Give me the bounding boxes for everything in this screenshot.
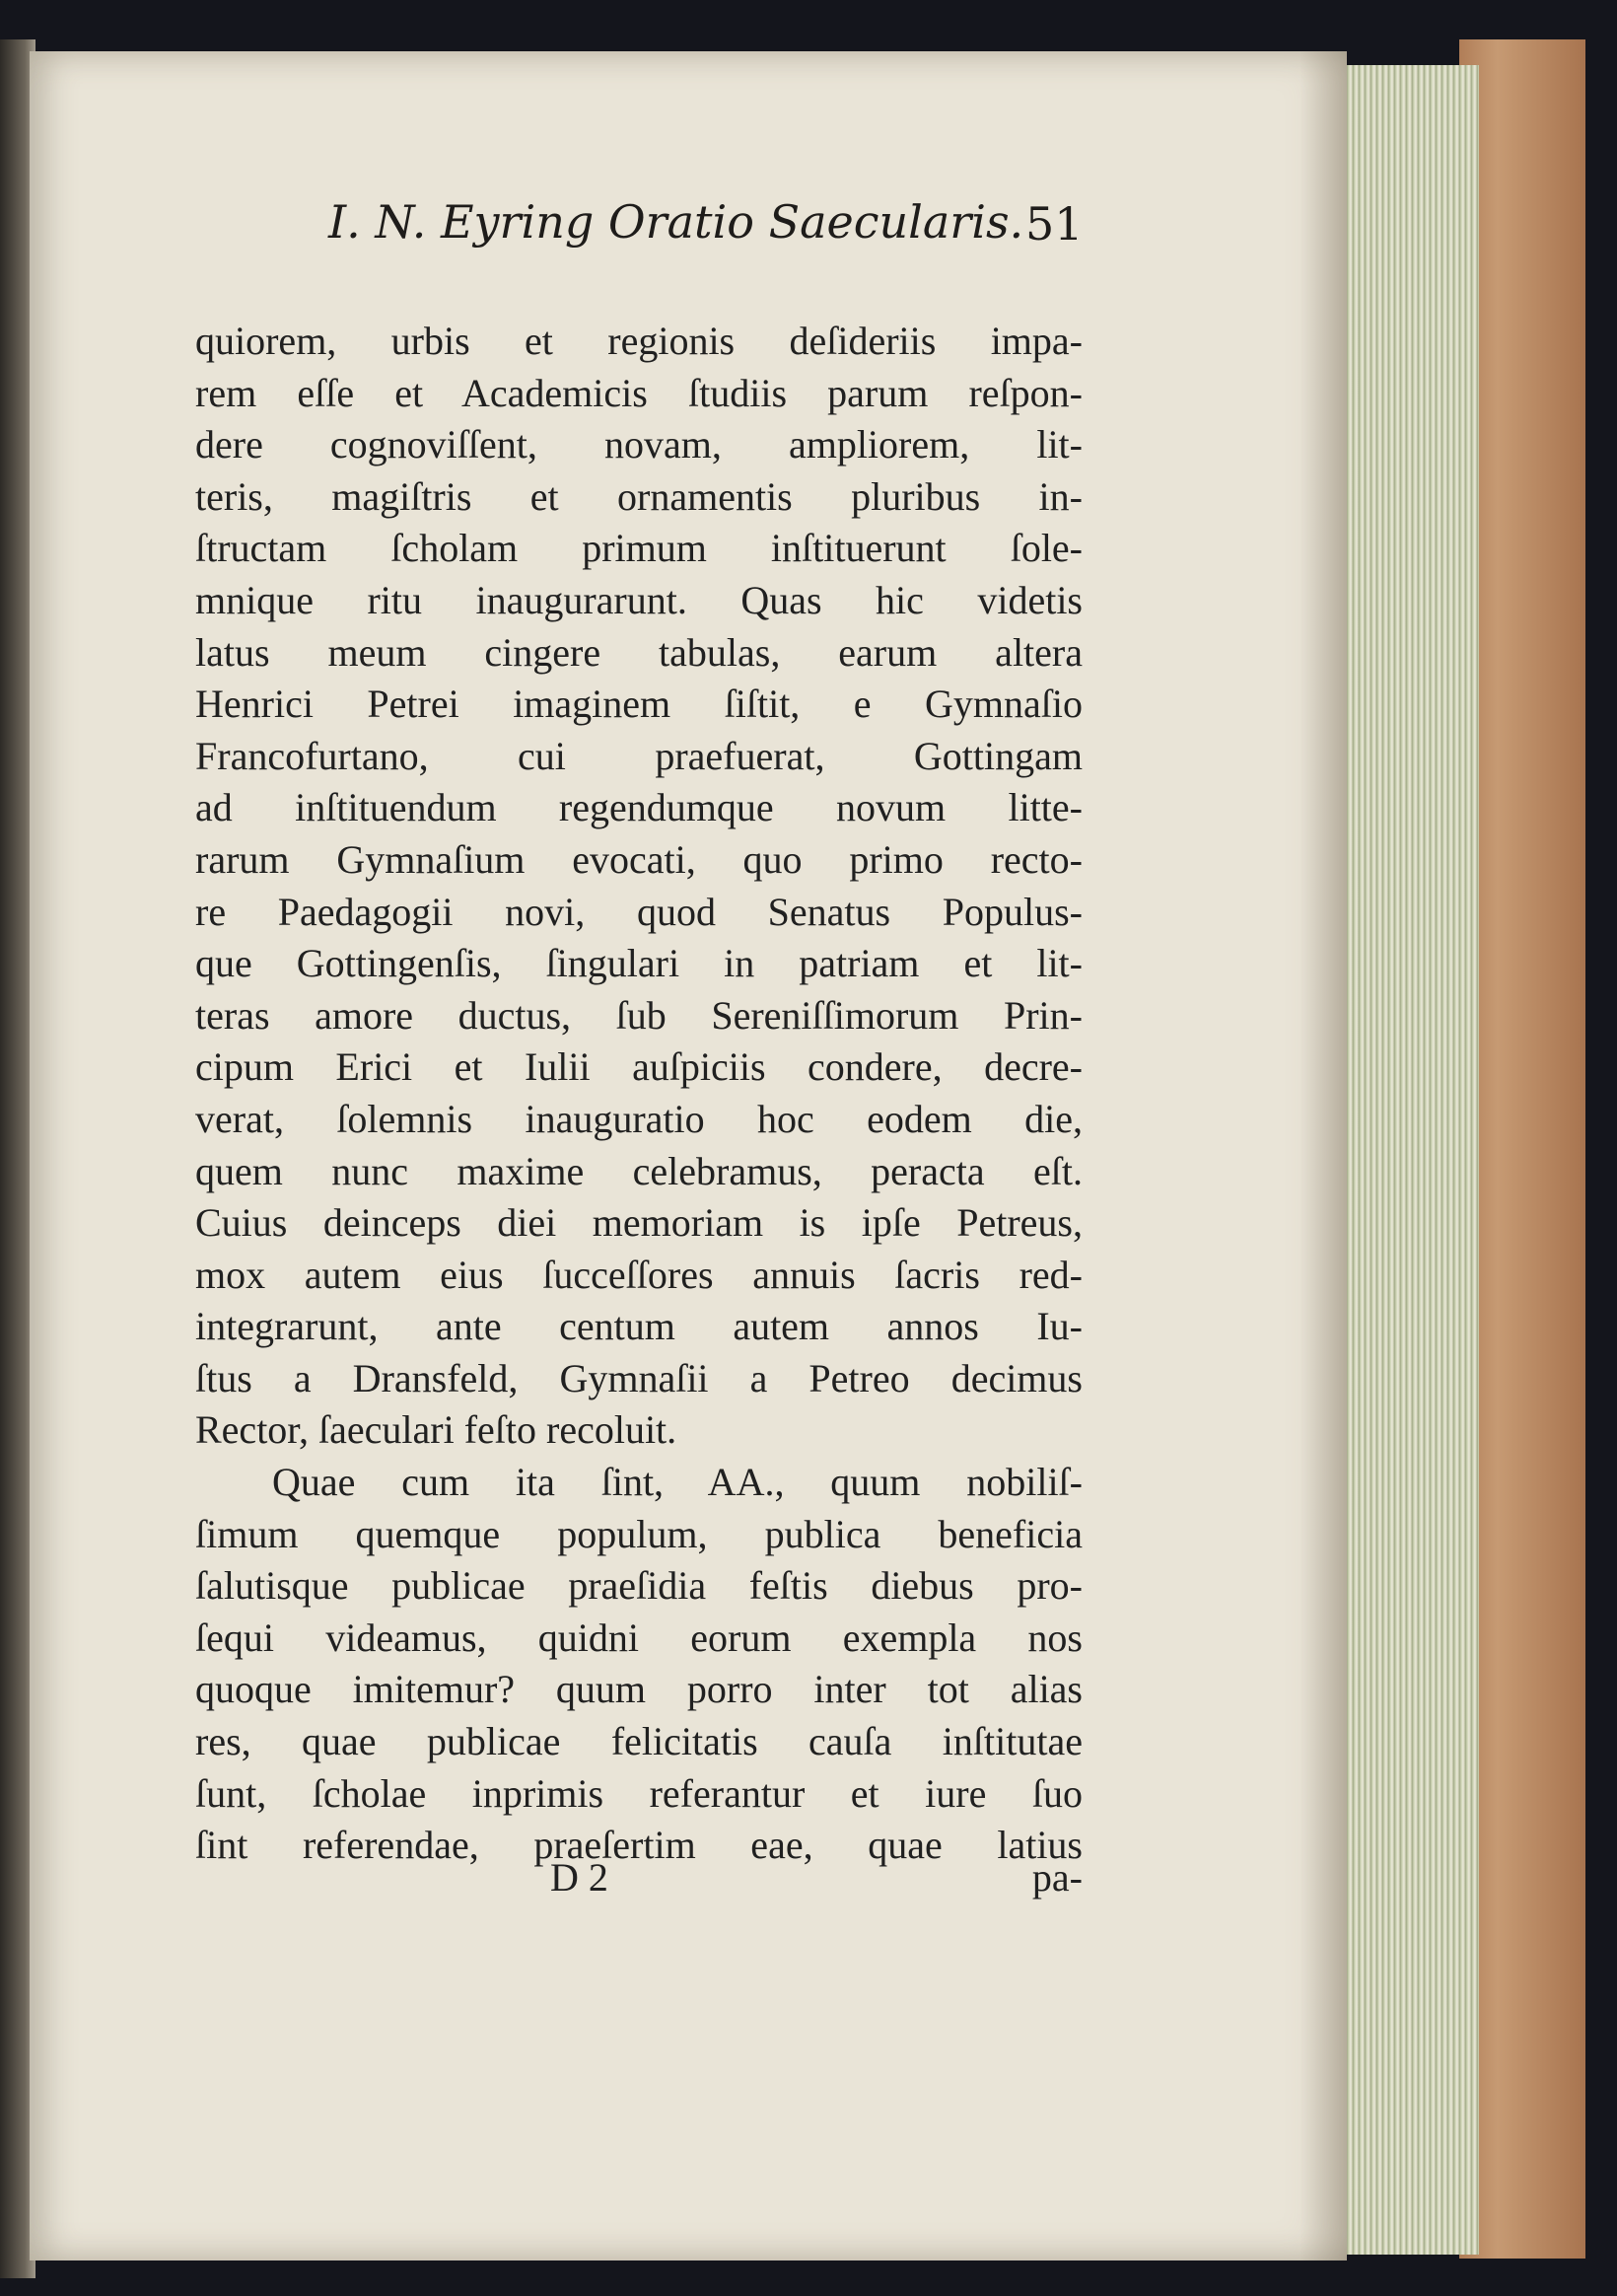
running-title: I. N. Eyring Oratio Saecularis.: [328, 195, 1024, 249]
text-line: Henrici Petrei imaginem ſiſtit, e Gymnaſio: [195, 682, 1083, 727]
text-line: cipum Erici et Iulii auſpiciis condere, decre-: [195, 1044, 1083, 1090]
text-line: ſtructam ſcholam primum inſtituerunt ſole-: [195, 526, 1083, 571]
signature-mark: D 2: [550, 1855, 608, 1900]
catchword: pa-: [1031, 1855, 1083, 1900]
text-line: quem nunc maxime celebramus, peracta eſt.: [195, 1148, 1083, 1193]
text-line: Quae cum ita ſint, AA., quum nobiliſ-: [272, 1460, 1083, 1505]
page-number: 51: [1025, 197, 1084, 251]
text-line: rem eſſe et Academicis ſtudiis parum reſpon-: [195, 370, 1083, 415]
page-edges: [1341, 65, 1479, 2255]
text-line: ſunt, ſcholae inprimis referantur et iure ſuo: [195, 1770, 1083, 1816]
text-line: re Paedagogii novi, quod Senatus Populus-: [195, 889, 1083, 934]
text-line: ad inſtituendum regendumque novum litte-: [195, 785, 1083, 830]
text-line: latus meum cingere tabulas, earum altera: [195, 629, 1083, 675]
text-line: Francofurtano, cui praefuerat, Gottingam: [195, 733, 1083, 778]
text-line: teras amore ductus, ſub Sereniſſimorum Prin-: [195, 992, 1083, 1038]
text-line: Rector, ſaeculari feſto recoluit.: [195, 1407, 677, 1453]
text-line: ſint referendae, praeſertim eae, quae latius: [195, 1823, 1083, 1868]
text-line: verat, ſolemnis inauguratio hoc eodem die,: [195, 1096, 1083, 1141]
text-line: res, quae publicae felicitatis cauſa inſtitutae: [195, 1719, 1083, 1764]
text-line: ſequi videamus, quidni eorum exempla nos: [195, 1614, 1083, 1660]
text-line: ſimum quemque populum, publica beneficia: [195, 1511, 1083, 1556]
page-footer: [195, 1854, 1083, 1909]
text-line: teris, magiſtris et ornamentis pluribus in-: [195, 473, 1083, 519]
text-line: rarum Gymnaſium evocati, quo primo recto-: [195, 836, 1083, 882]
page-fold-shadow: [1300, 51, 1347, 2260]
text-line: quiorem, urbis et regionis deſideriis impa-: [195, 319, 1083, 363]
text-line: que Gottingenſis, ſingulari in patriam et lit-: [195, 941, 1083, 986]
text-line: mox autem eius ſucceſſores annuis ſacris red-: [195, 1252, 1083, 1297]
text-line: ſalutisque publicae praeſidia feſtis diebus pro-: [195, 1563, 1083, 1609]
text-line: integrarunt, ante centum autem annos Iu-: [195, 1304, 1083, 1349]
text-line: dere cognoviſſent, novam, ampliorem, lit-: [195, 422, 1083, 467]
text-line: mnique ritu inaugurarunt. Quas hic videtis: [195, 577, 1083, 622]
text-line: ſtus a Dransfeld, Gymnaſii a Petreo decimus: [195, 1355, 1083, 1400]
body-text: [195, 316, 1083, 1872]
text-line: Cuius deinceps diei memoriam is ipſe Petreus,: [195, 1200, 1083, 1246]
text-line: quoque imitemur? quum porro inter tot alias: [195, 1667, 1083, 1712]
